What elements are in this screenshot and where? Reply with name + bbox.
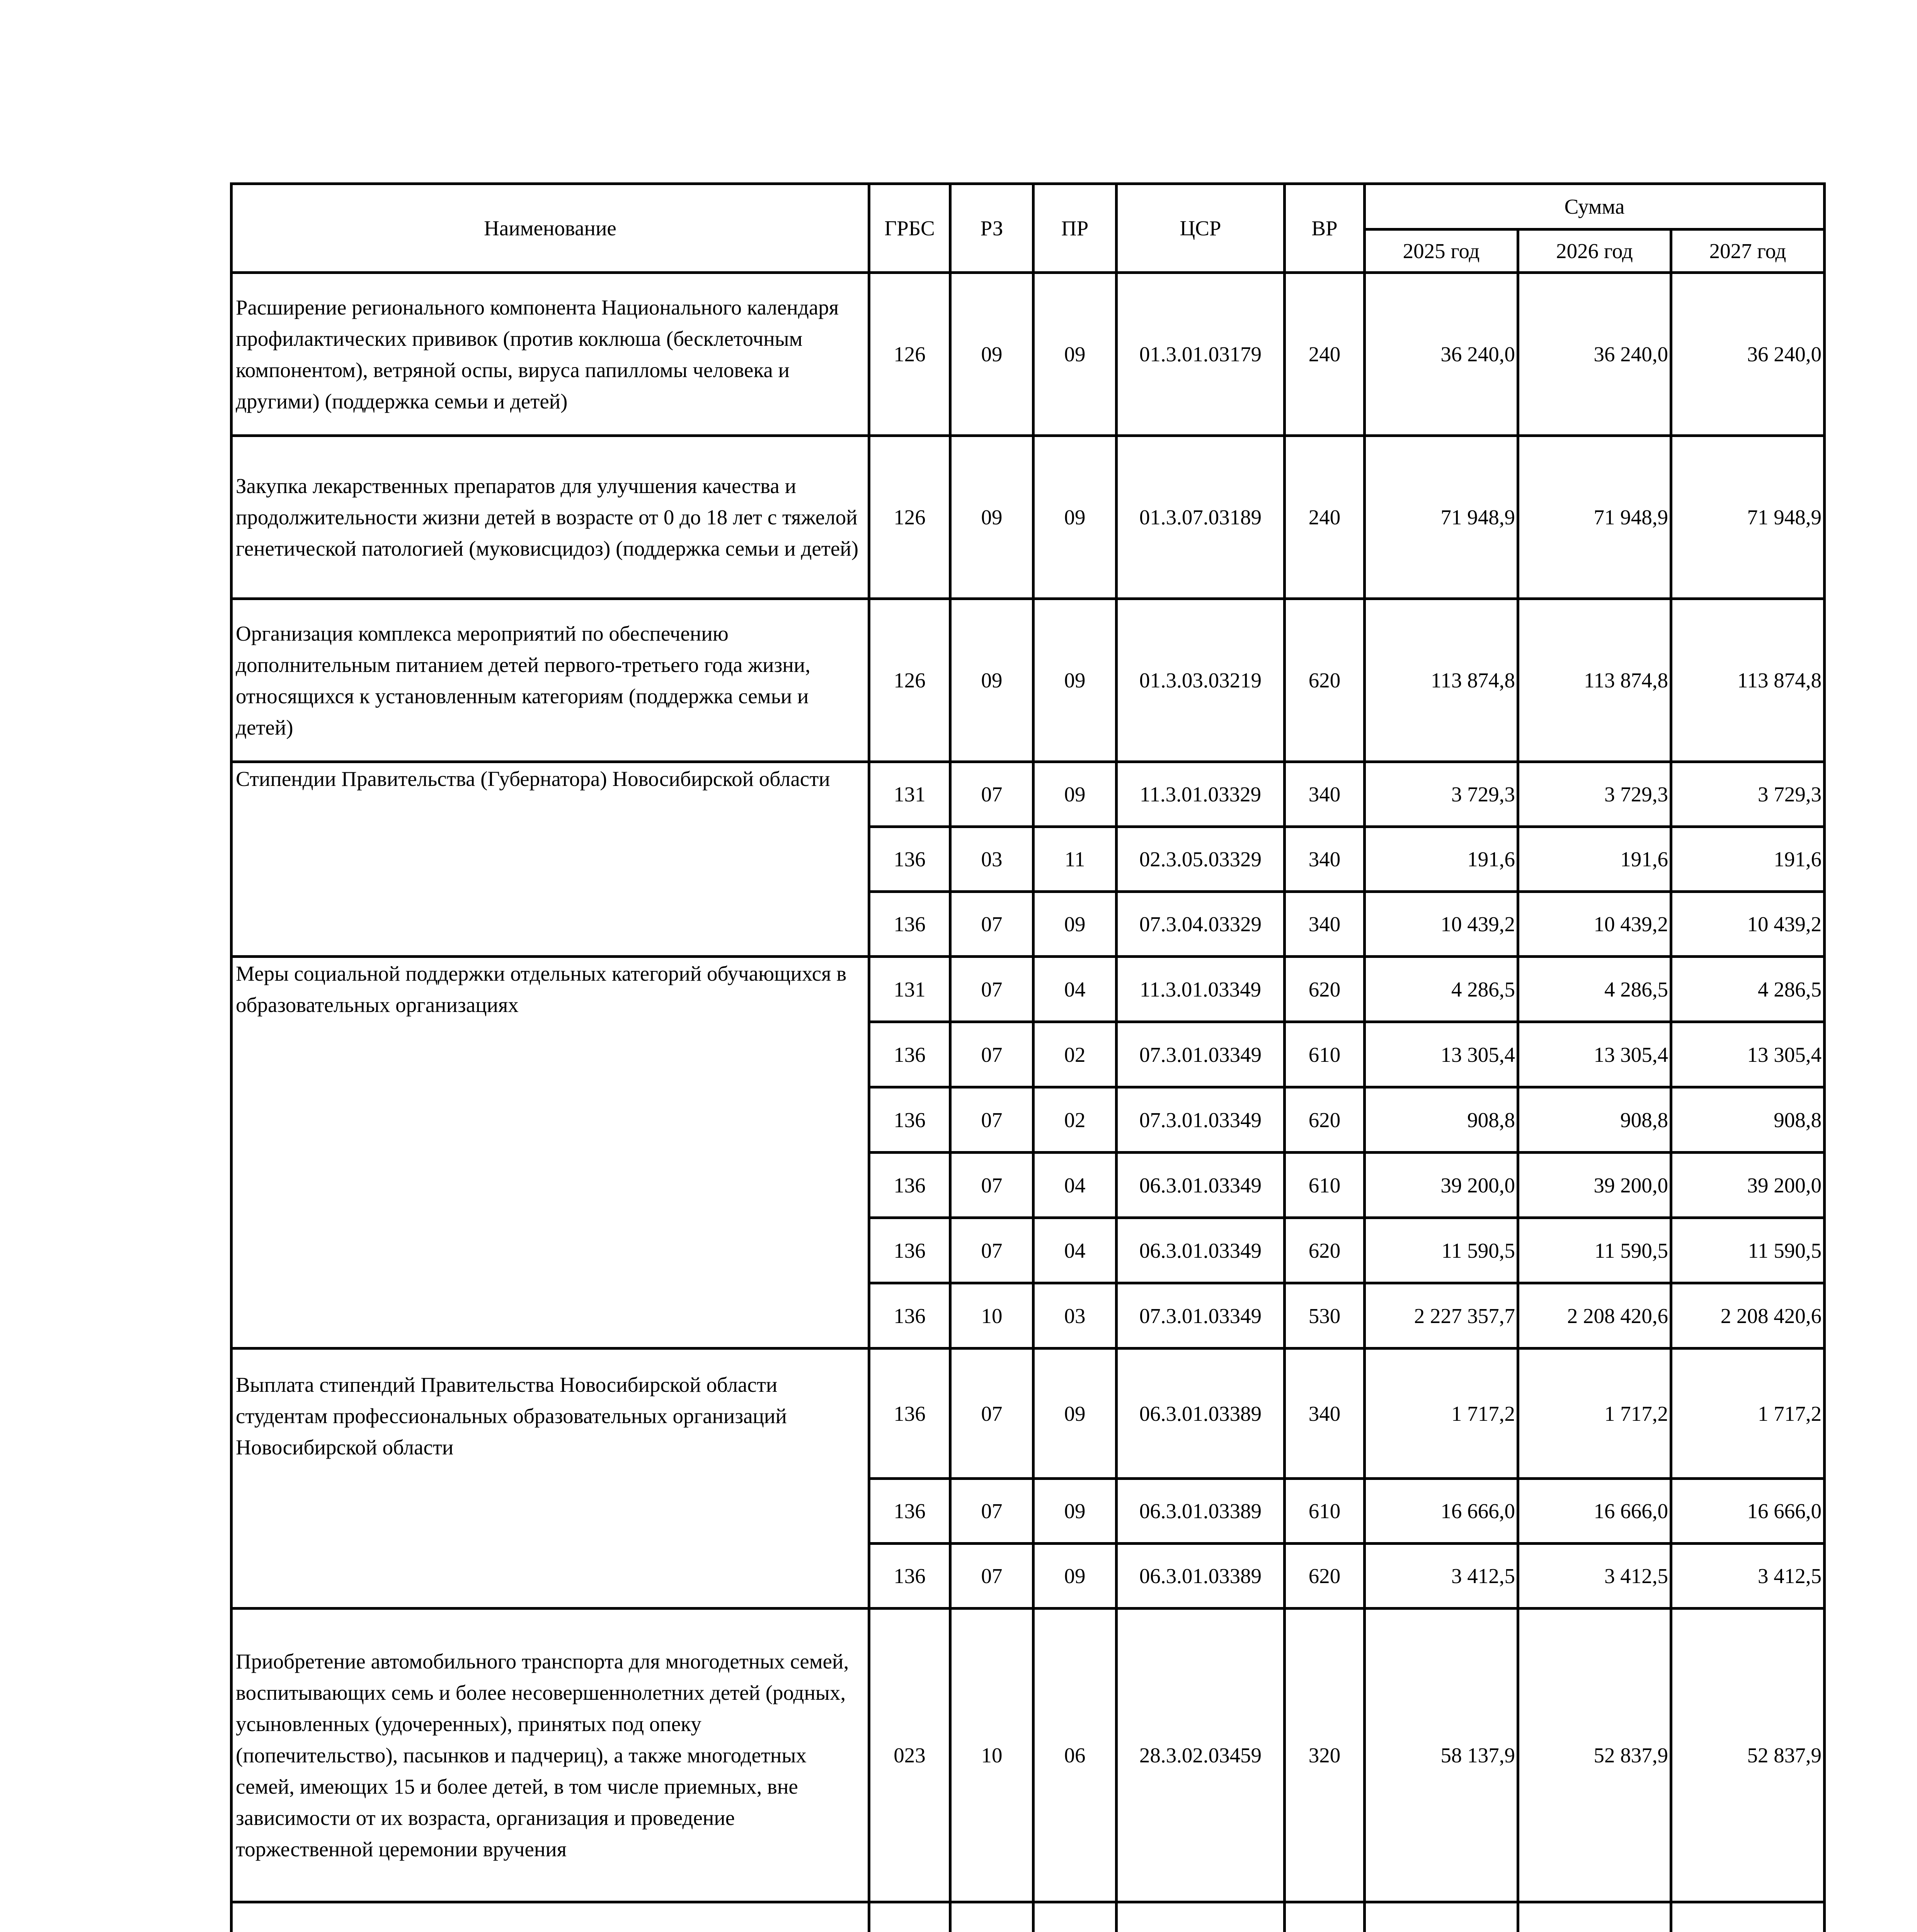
cell-2026: 4 286,5 [1518, 957, 1671, 1022]
table-row [232, 957, 1825, 1022]
cell-pr: 09 [1033, 1349, 1117, 1479]
cell-vr: 620 [1285, 1218, 1365, 1283]
cell-vr: 610 [1285, 1479, 1365, 1544]
header-vr: ВР [1285, 184, 1365, 273]
cell-grbs: 136 [869, 892, 950, 957]
cell-pr: 02 [1033, 1022, 1117, 1087]
cell-pr: 04 [1033, 1153, 1117, 1218]
cell-2025: 191,6 [1365, 827, 1518, 892]
cell-grbs: 136 [869, 1283, 950, 1349]
header-year-2027: 2027 год [1671, 230, 1825, 273]
cell-rz: 09 [950, 273, 1033, 436]
cell-2026: 39 200,0 [1518, 1153, 1671, 1218]
row-name [232, 1902, 869, 1932]
cell-csr: 01.3.07.03189 [1117, 436, 1285, 599]
cell-rz: 07 [950, 1544, 1033, 1609]
cell-grbs: 131 [869, 957, 950, 1022]
cell-csr: 07.3.01.03349 [1117, 1022, 1285, 1087]
cell-vr: 620 [1285, 1087, 1365, 1153]
cell-2027: 1 717,2 [1671, 1349, 1825, 1479]
cell-2025 [1365, 1902, 1518, 1932]
cell-2027: 908,8 [1671, 1087, 1825, 1153]
cell-2026: 16 666,0 [1518, 1479, 1671, 1544]
cell-2026 [1518, 1902, 1671, 1932]
cell-2026: 10 439,2 [1518, 892, 1671, 957]
cell-pr [1033, 1902, 1117, 1932]
cell-grbs: 136 [869, 1022, 950, 1087]
table-row [232, 599, 1825, 762]
cell-pr: 03 [1033, 1283, 1117, 1349]
table-row [232, 1609, 1825, 1902]
cell-2027: 11 590,5 [1671, 1218, 1825, 1283]
cell-rz: 07 [950, 1022, 1033, 1087]
cell-rz: 07 [950, 892, 1033, 957]
cell-2025: 1 717,2 [1365, 1349, 1518, 1479]
cell-2026: 36 240,0 [1518, 273, 1671, 436]
row-name: Приобретение автомобильного транспорта для многодетных семей, воспитывающих семь и более несовершеннолетних детей (родных, усыновленных (удочеренных), принятых под опеку (попечительство), пасынков и падчериц), а также многодетных семей, имеющих 15 и более детей, в том числе приемных, вне зависимости от их возраста, организация и проведение торжественной церемонии вручения [232, 1609, 869, 1902]
cell-2025: 3 412,5 [1365, 1544, 1518, 1609]
cell-2025: 58 137,9 [1365, 1609, 1518, 1902]
cell-grbs [869, 1902, 950, 1932]
cell-rz: 09 [950, 599, 1033, 762]
cell-2026: 908,8 [1518, 1087, 1671, 1153]
cell-rz: 07 [950, 1153, 1033, 1218]
cell-2026: 71 948,9 [1518, 436, 1671, 599]
cell-vr: 610 [1285, 1153, 1365, 1218]
header-sum: Сумма [1365, 184, 1825, 230]
cell-rz: 07 [950, 1349, 1033, 1479]
cell-rz: 07 [950, 1479, 1033, 1544]
cell-rz [950, 1902, 1033, 1932]
table-row [232, 762, 1825, 827]
cell-grbs: 136 [869, 1479, 950, 1544]
cell-pr: 09 [1033, 762, 1117, 827]
cell-csr: 06.3.01.03349 [1117, 1218, 1285, 1283]
cell-csr: 11.3.01.03349 [1117, 957, 1285, 1022]
cell-2025: 39 200,0 [1365, 1153, 1518, 1218]
budget-table [230, 182, 1826, 1932]
cell-vr [1285, 1902, 1365, 1932]
table-row [232, 1902, 1825, 1932]
row-name: Расширение регионального компонента Национального календаря профилактических прививок (против коклюша (бесклеточным компонентом), ветряной оспы, вируса папилломы человека и другими) (поддержка семьи и детей) [232, 273, 869, 436]
cell-2027: 4 286,5 [1671, 957, 1825, 1022]
cell-vr: 340 [1285, 1349, 1365, 1479]
cell-grbs: 136 [869, 1218, 950, 1283]
cell-2025: 36 240,0 [1365, 273, 1518, 436]
cell-vr: 530 [1285, 1283, 1365, 1349]
cell-2027: 113 874,8 [1671, 599, 1825, 762]
row-name: Организация комплекса мероприятий по обеспечению дополнительным питанием детей первого-третьего года жизни, относящихся к установленным категориям (поддержка семьи и детей) [232, 599, 869, 762]
cell-2025: 11 590,5 [1365, 1218, 1518, 1283]
cell-2026: 3 729,3 [1518, 762, 1671, 827]
cell-2025: 16 666,0 [1365, 1479, 1518, 1544]
cell-2027: 3 729,3 [1671, 762, 1825, 827]
cell-2026: 52 837,9 [1518, 1609, 1671, 1902]
cell-csr: 01.3.01.03179 [1117, 273, 1285, 436]
cell-grbs: 131 [869, 762, 950, 827]
cell-csr: 06.3.01.03389 [1117, 1544, 1285, 1609]
cell-grbs: 126 [869, 273, 950, 436]
cell-vr: 240 [1285, 273, 1365, 436]
cell-pr: 09 [1033, 273, 1117, 436]
cell-pr: 09 [1033, 436, 1117, 599]
cell-rz: 07 [950, 1087, 1033, 1153]
row-name: Стипендии Правительства (Губернатора) Новосибирской области [232, 762, 869, 957]
cell-2027 [1671, 1902, 1825, 1932]
cell-grbs: 136 [869, 1153, 950, 1218]
cell-pr: 02 [1033, 1087, 1117, 1153]
cell-vr: 340 [1285, 892, 1365, 957]
cell-grbs: 136 [869, 1349, 950, 1479]
cell-rz: 10 [950, 1609, 1033, 1902]
header-csr: ЦСР [1117, 184, 1285, 273]
cell-grbs: 126 [869, 436, 950, 599]
cell-vr: 610 [1285, 1022, 1365, 1087]
cell-csr: 01.3.03.03219 [1117, 599, 1285, 762]
cell-rz: 07 [950, 957, 1033, 1022]
cell-pr: 04 [1033, 957, 1117, 1022]
header-rz: РЗ [950, 184, 1033, 273]
table-row [232, 273, 1825, 436]
cell-pr: 04 [1033, 1218, 1117, 1283]
cell-2027: 36 240,0 [1671, 273, 1825, 436]
row-name: Закупка лекарственных препаратов для улучшения качества и продолжительности жизни детей в возрасте от 0 до 18 лет с тяжелой генетической патологией (муковисцидоз) (поддержка семьи и детей) [232, 436, 869, 599]
cell-grbs: 023 [869, 1609, 950, 1902]
header-year-2026: 2026 год [1518, 230, 1671, 273]
cell-2025: 3 729,3 [1365, 762, 1518, 827]
cell-rz: 07 [950, 1218, 1033, 1283]
table-row [232, 436, 1825, 599]
cell-2027: 39 200,0 [1671, 1153, 1825, 1218]
cell-pr: 09 [1033, 1544, 1117, 1609]
cell-vr: 340 [1285, 827, 1365, 892]
cell-2026: 191,6 [1518, 827, 1671, 892]
cell-2027: 191,6 [1671, 827, 1825, 892]
cell-csr: 11.3.01.03329 [1117, 762, 1285, 827]
cell-csr: 07.3.04.03329 [1117, 892, 1285, 957]
cell-grbs: 136 [869, 1544, 950, 1609]
row-name: Выплата стипендий Правительства Новосибирской области студентам профессиональных образовательных организаций Новосибирской области [232, 1349, 869, 1609]
cell-csr: 07.3.01.03349 [1117, 1283, 1285, 1349]
cell-pr: 09 [1033, 892, 1117, 957]
cell-csr: 28.3.02.03459 [1117, 1609, 1285, 1902]
cell-2025: 113 874,8 [1365, 599, 1518, 762]
cell-csr: 02.3.05.03329 [1117, 827, 1285, 892]
cell-2025: 71 948,9 [1365, 436, 1518, 599]
cell-2027: 71 948,9 [1671, 436, 1825, 599]
cell-csr: 06.3.01.03389 [1117, 1349, 1285, 1479]
cell-csr: 06.3.01.03349 [1117, 1153, 1285, 1218]
cell-vr: 320 [1285, 1609, 1365, 1902]
header-grbs: ГРБС [869, 184, 950, 273]
cell-rz: 07 [950, 762, 1033, 827]
row-name: Меры социальной поддержки отдельных категорий обучающихся в образовательных организациях [232, 957, 869, 1349]
cell-2025: 2 227 357,7 [1365, 1283, 1518, 1349]
cell-2025: 13 305,4 [1365, 1022, 1518, 1087]
cell-grbs: 136 [869, 827, 950, 892]
cell-2027: 13 305,4 [1671, 1022, 1825, 1087]
header-pr: ПР [1033, 184, 1117, 273]
cell-vr: 620 [1285, 957, 1365, 1022]
header-year-2025: 2025 год [1365, 230, 1518, 273]
cell-pr: 06 [1033, 1609, 1117, 1902]
cell-pr: 09 [1033, 1479, 1117, 1544]
cell-csr: 06.3.01.03389 [1117, 1479, 1285, 1544]
cell-2027: 52 837,9 [1671, 1609, 1825, 1902]
cell-vr: 340 [1285, 762, 1365, 827]
cell-grbs: 136 [869, 1087, 950, 1153]
cell-vr: 620 [1285, 599, 1365, 762]
cell-vr: 240 [1285, 436, 1365, 599]
header-name: Наименование [232, 184, 869, 273]
cell-rz: 10 [950, 1283, 1033, 1349]
cell-2027: 16 666,0 [1671, 1479, 1825, 1544]
table-row [232, 1349, 1825, 1479]
cell-pr: 11 [1033, 827, 1117, 892]
cell-2026: 1 717,2 [1518, 1349, 1671, 1479]
cell-2025: 4 286,5 [1365, 957, 1518, 1022]
cell-2026: 11 590,5 [1518, 1218, 1671, 1283]
cell-grbs: 126 [869, 599, 950, 762]
cell-csr [1117, 1902, 1285, 1932]
cell-2026: 3 412,5 [1518, 1544, 1671, 1609]
cell-rz: 03 [950, 827, 1033, 892]
cell-2026: 2 208 420,6 [1518, 1283, 1671, 1349]
cell-csr: 07.3.01.03349 [1117, 1087, 1285, 1153]
cell-pr: 09 [1033, 599, 1117, 762]
cell-vr: 620 [1285, 1544, 1365, 1609]
cell-2027: 10 439,2 [1671, 892, 1825, 957]
cell-2025: 10 439,2 [1365, 892, 1518, 957]
cell-2027: 3 412,5 [1671, 1544, 1825, 1609]
cell-rz: 09 [950, 436, 1033, 599]
cell-2026: 113 874,8 [1518, 599, 1671, 762]
cell-2026: 13 305,4 [1518, 1022, 1671, 1087]
cell-2027: 2 208 420,6 [1671, 1283, 1825, 1349]
cell-2025: 908,8 [1365, 1087, 1518, 1153]
